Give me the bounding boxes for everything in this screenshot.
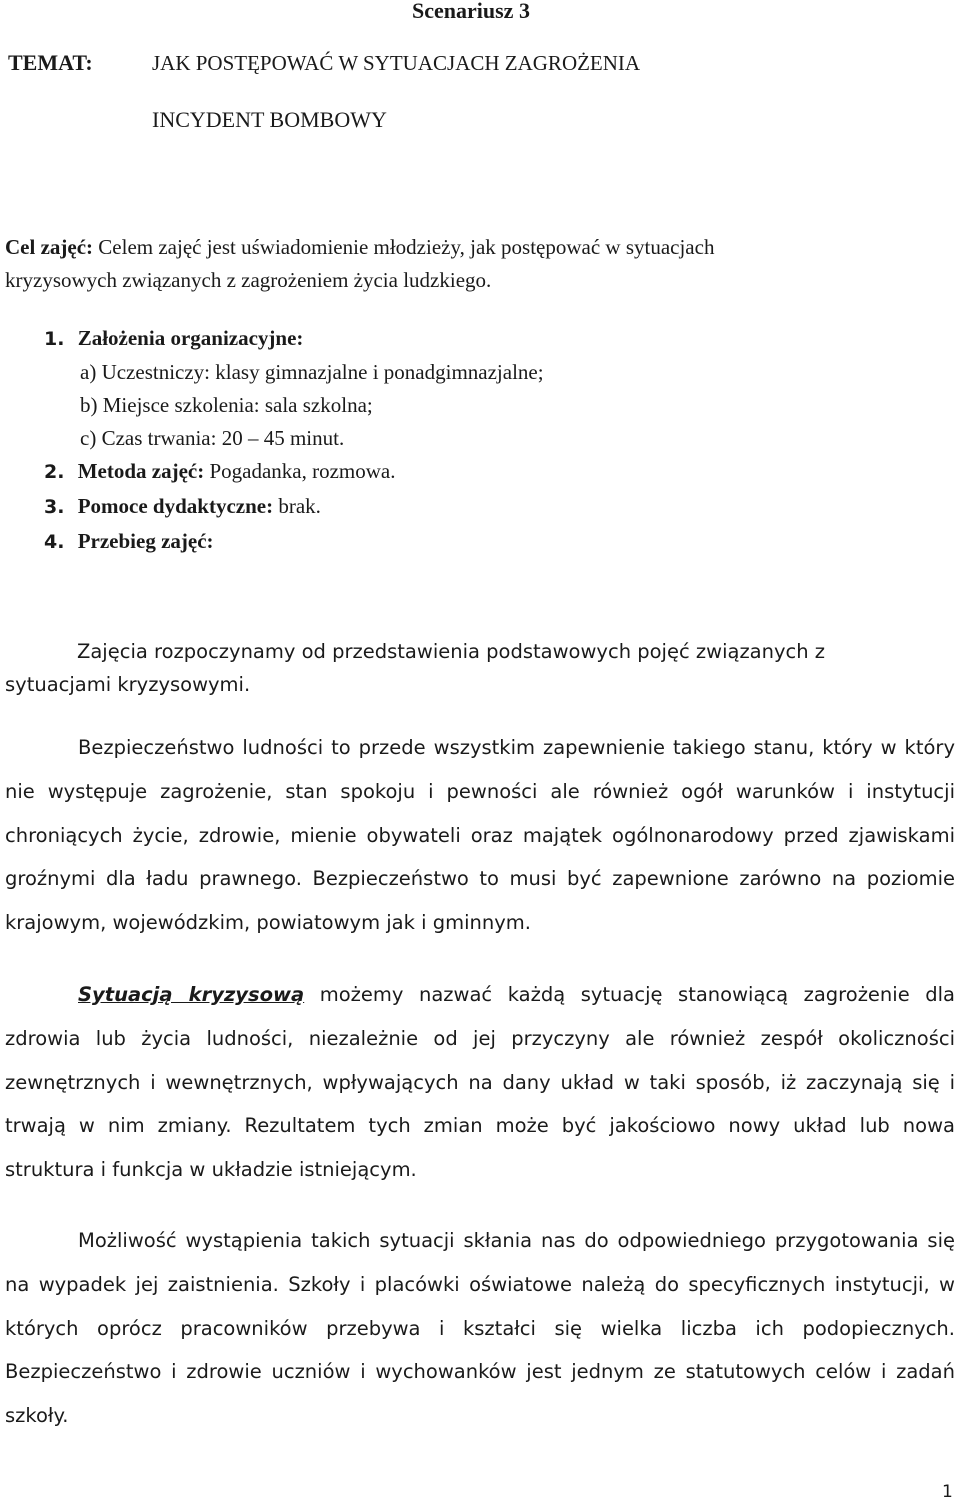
outline-sub-a: a) Uczestniczy: klasy gimnazjalne i ponadgimnazjalne; xyxy=(80,360,544,384)
goal-line-1 xyxy=(5,235,714,260)
topic-title: JAK POSTĘPOWAĆ W SYTUACJACH ZAGROŻENIA xyxy=(152,51,641,75)
intro-line-2: sytuacjami kryzysowymi. xyxy=(5,673,251,696)
crisis-term: Sytuacją kryzysową xyxy=(78,983,305,1006)
goal-text-1: Celem zajęć jest uświadomienie młodzieży, jak postępować w sytuacjach xyxy=(98,235,715,259)
intro-line-1: Zajęcia rozpoczynamy od przedstawienia podstawowych pojęć związanych z xyxy=(77,640,826,663)
topic-label: TEMAT: xyxy=(8,50,93,75)
scenario-title: Scenariusz 3 xyxy=(412,0,530,23)
paragraph-preparation xyxy=(5,1219,955,1438)
page-number: 1 xyxy=(942,1482,953,1502)
outline-sub-b: b) Miejsce szkolenia: sala szkolna; xyxy=(80,393,373,417)
outline-text-3: brak. xyxy=(278,494,321,518)
outline-text-2: Pogadanka, rozmowa. xyxy=(209,459,396,483)
paragraph-preparation-text: Możliwość wystąpienia takich sytuacji skłania nas do odpowiedniego przygotowania się na wypadek jej zaistnienia. Szkoły i placówki oświatowe należą do specyficznych instytucji, w których oprócz pracowników przebywa i kształci się wielka liczba ich podopiecznych. Bezpieczeństwo i zdrowie uczniów i wychowanków jest jednym ze statutowych celów i zadań szkoły. xyxy=(5,1229,955,1428)
outline-number-4: 4. xyxy=(44,531,65,553)
outline-label-1: Założenia organizacyjne: xyxy=(77,326,304,350)
paragraph-crisis-text: możemy nazwać każdą sytuację stanowiącą zagrożenie dla zdrowia lub życia ludności, niezależnie od jej przyczyny ale również zespół okoliczności zewnętrznych i wewnętrznych, wpływających na dany układ w taki sposób, iż zaczynają się i trwają w nim zmiany. Rezultatem tych zmian może być jakościowo nowy układ lub nowa struktura i funkcja w układzie istniejącym. xyxy=(5,983,955,1182)
outline-number-2: 2. xyxy=(44,461,65,483)
outline-number-3: 3. xyxy=(44,496,65,518)
outline-label-4: Przebieg zajęć: xyxy=(77,529,214,553)
outline-number-1: 1. xyxy=(44,328,65,350)
outline-item-3 xyxy=(44,494,321,519)
outline-item-1 xyxy=(44,326,303,351)
subtopic-title: INCYDENT BOMBOWY xyxy=(152,107,387,132)
outline-item-2 xyxy=(44,459,396,484)
outline-label-3: Pomoce dydaktyczne: xyxy=(77,494,274,518)
outline-label-2: Metoda zajęć: xyxy=(77,459,205,483)
paragraph-security-text: Bezpieczeństwo ludności to przede wszystkim zapewnienie takiego stanu, który w który nie występuje zagrożenie, stan spokoju i pewności ale również ogół warunków i instytucji chroniących życie, zdrowie, mienie obywateli oraz majątek ogólnonarodowy przed zjawiskami groźnymi dla ładu prawnego. Bezpieczeństwo to musi być zapewnione zarówno na poziomie krajowym, wojewódzkim, powiatowym jak i gminnym. xyxy=(5,736,955,935)
goal-label: Cel zajęć: xyxy=(5,235,94,259)
outline-item-4 xyxy=(44,529,214,554)
outline-sub-c: c) Czas trwania: 20 – 45 minut. xyxy=(80,426,345,450)
paragraph-crisis xyxy=(5,973,955,1192)
paragraph-security xyxy=(5,726,955,945)
goal-text-2: kryzysowych związanych z zagrożeniem życia ludzkiego. xyxy=(5,268,492,292)
